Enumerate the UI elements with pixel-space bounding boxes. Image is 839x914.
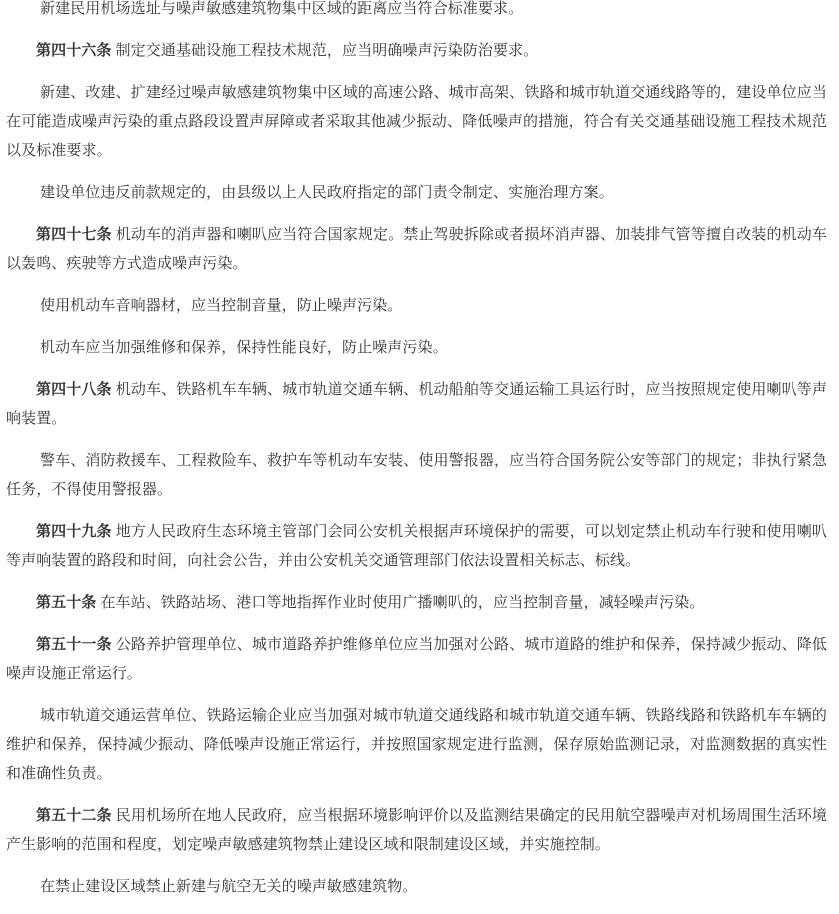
article-number: 第四十六条: [36, 41, 112, 59]
law-document: [6, 0, 827, 914]
paragraph: [6, 291, 827, 320]
article-number: 第四十八条: [36, 380, 112, 398]
paragraph-text: 在车站、铁路站场、港口等地指挥作业时使用广播喇叭的，应当控制音量，减轻噪声污染。: [100, 593, 705, 611]
paragraph: [6, 630, 827, 688]
paragraph: [6, 178, 827, 207]
paragraph: [6, 701, 827, 788]
paragraph: [6, 36, 827, 65]
paragraph-text: 地方人民政府生态环境主管部门会同公安机关根据声环境保护的需要，可以划定禁止机动车行驶和使用喇叭等声响装置的路段和时间，向社会公告，并由公安机关交通管理部门依法设置相关标志、标线。: [6, 522, 827, 569]
paragraph: [6, 588, 827, 617]
paragraph: [6, 78, 827, 165]
paragraph-text: 警车、消防救援车、工程救险车、救护车等机动车安装、使用警报器，应当符合国务院公安等部门的规定；非执行紧急任务，不得使用警报器。: [6, 451, 827, 498]
paragraph: [6, 375, 827, 433]
paragraph: [6, 801, 827, 859]
paragraph-text: 公路养护管理单位、城市道路养护维修单位应当加强对公路、城市道路的维护和保养，保持减少振动、降低噪声设施正常运行。: [6, 635, 827, 682]
paragraph-text: 在禁止建设区域禁止新建与航空无关的噪声敏感建筑物。: [40, 877, 418, 895]
paragraph: [6, 517, 827, 575]
paragraph: [6, 220, 827, 278]
article-number: 第五十二条: [36, 806, 112, 824]
paragraph-text: 机动车应当加强维修和保养，保持性能良好，防止噪声污染。: [40, 338, 448, 356]
paragraph-text: 机动车的消声器和喇叭应当符合国家规定。禁止驾驶拆除或者损坏消声器、加装排气管等擅自改装的机动车以轰鸣、疾驶等方式造成噪声污染。: [6, 225, 827, 272]
paragraph-text: 民用机场所在地人民政府，应当根据环境影响评价以及监测结果确定的民用航空器噪声对机场周围生活环境产生影响的范围和程度，划定噪声敏感建筑物禁止建设区域和限制建设区域，并实施控制。: [6, 806, 827, 853]
paragraph-text: 建设单位违反前款规定的，由县级以上人民政府指定的部门责令制定、实施治理方案。: [40, 183, 614, 201]
paragraph-text: 使用机动车音响器材，应当控制音量，防止噪声污染。: [40, 296, 403, 314]
paragraph-text: 新建民用机场选址与噪声敏感建筑物集中区域的距离应当符合标准要求。: [40, 0, 524, 17]
paragraph: [6, 446, 827, 504]
paragraph: [6, 0, 827, 23]
paragraph-text: 机动车、铁路机车车辆、城市轨道交通车辆、机动船舶等交通运输工具运行时，应当按照规定使用喇叭等声响装置。: [6, 380, 827, 427]
article-number: 第四十七条: [36, 225, 112, 243]
paragraph: [6, 872, 827, 901]
paragraph: [6, 333, 827, 362]
article-number: 第五十条: [36, 593, 97, 611]
paragraph-text: 新建、改建、扩建经过噪声敏感建筑物集中区域的高速公路、城市高架、铁路和城市轨道交通线路等的，建设单位应当在可能造成噪声污染的重点路段设置声屏障或者采取其他减少振动、降低噪声的措施，符合有关交通基础设施工程技术规范以及标准要求。: [6, 83, 827, 159]
paragraph-text: 城市轨道交通运营单位、铁路运输企业应当加强对城市轨道交通线路和城市轨道交通车辆、铁路线路和铁路机车车辆的维护和保养，保持减少振动、降低噪声设施正常运行，并按照国家规定进行监测，保存原始监测记录，对监测数据的真实性和准确性负责。: [6, 706, 827, 782]
article-number: 第四十九条: [36, 522, 112, 540]
paragraph-text: 制定交通基础设施工程技术规范，应当明确噪声污染防治要求。: [115, 41, 539, 59]
article-number: 第五十一条: [36, 635, 112, 653]
